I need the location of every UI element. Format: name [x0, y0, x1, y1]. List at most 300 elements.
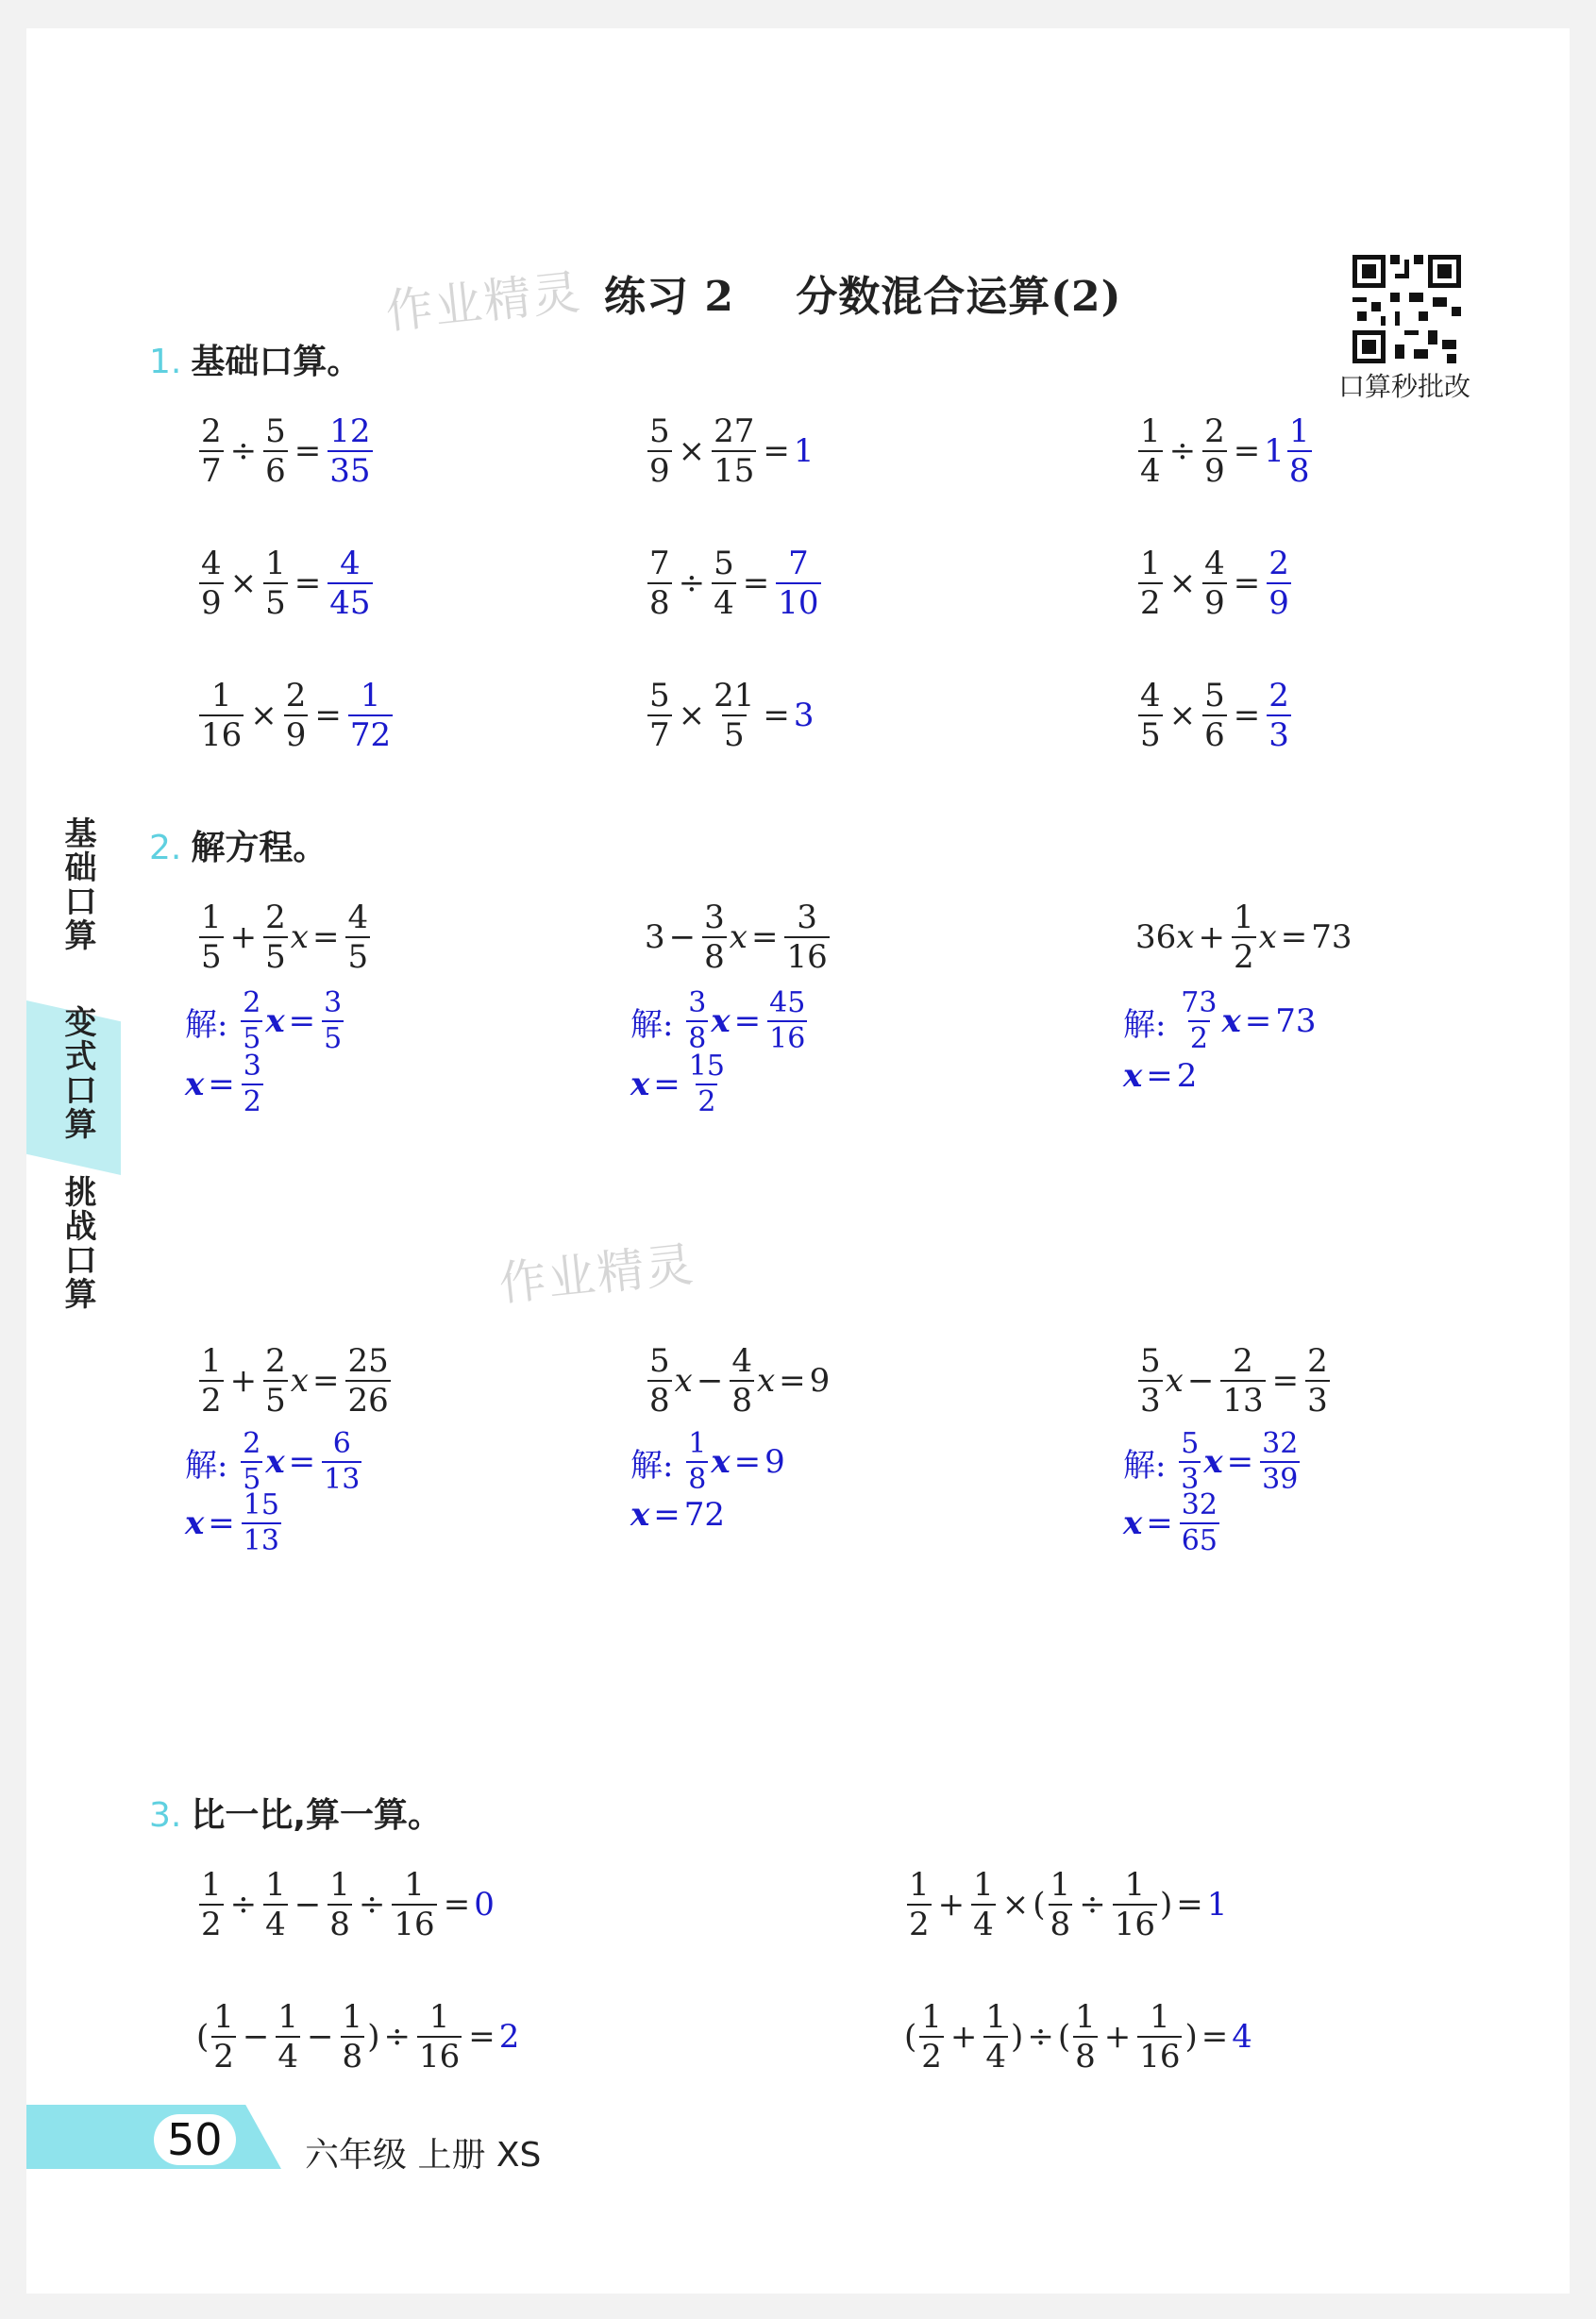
- denominator: 4: [277, 2038, 299, 2075]
- variable: x: [185, 1066, 205, 1103]
- solve-label: 解:: [1123, 1446, 1167, 1485]
- section-2-heading: [149, 821, 327, 869]
- qr-code-icon[interactable]: [1352, 255, 1461, 363]
- fraction: [687, 1052, 727, 1117]
- minus-sign: −: [242, 2018, 270, 2056]
- fraction: [1179, 986, 1218, 1055]
- equals-sign: =: [468, 2018, 496, 2056]
- numerator: 15: [688, 1050, 725, 1083]
- constant: 3: [645, 918, 665, 956]
- numerator: 4: [347, 899, 369, 936]
- value: 73: [1275, 1002, 1317, 1040]
- answer: 4: [1232, 2018, 1252, 2056]
- fraction: [971, 1866, 996, 1943]
- denominator: 2: [921, 2038, 942, 2075]
- variable: x: [756, 1362, 776, 1400]
- numerator: 1: [201, 1866, 222, 1904]
- denominator: 8: [329, 1906, 350, 1943]
- divide-sign: ÷: [1079, 1886, 1106, 1924]
- numerator: 5: [649, 677, 670, 714]
- section-label: 比一比,算一算。: [191, 1796, 443, 1835]
- denominator: 65: [1181, 1524, 1218, 1557]
- fraction: [345, 899, 370, 976]
- fraction: [1202, 545, 1227, 622]
- denominator: 2: [201, 1382, 222, 1420]
- fraction: [341, 1998, 365, 2075]
- denominator: 8: [688, 1022, 707, 1055]
- numerator: 5: [1204, 677, 1225, 714]
- minus-sign: −: [696, 1362, 724, 1400]
- equals-sign: =: [314, 697, 342, 734]
- numerator: 1: [909, 1866, 930, 1904]
- fraction: [983, 1998, 1008, 2075]
- denominator: 7: [649, 716, 670, 754]
- equals-sign: =: [779, 1362, 806, 1400]
- equals-sign: =: [1271, 1362, 1300, 1400]
- answer-fraction: [776, 545, 820, 622]
- denominator: 8: [649, 584, 670, 622]
- denominator: 16: [769, 1022, 806, 1055]
- fraction: [686, 1427, 708, 1496]
- variable: x: [1123, 1504, 1143, 1542]
- equation-5: [645, 1342, 831, 1420]
- coefficient: 36: [1135, 918, 1177, 956]
- equals-sign: =: [1226, 1443, 1254, 1481]
- section-number: 2.: [149, 829, 182, 867]
- numerator: 2: [1233, 1342, 1253, 1380]
- plus-sign: +: [229, 918, 258, 956]
- solution-6-result: [1123, 1488, 1222, 1557]
- solution-5-step-1: [630, 1427, 785, 1496]
- fraction: [242, 1488, 281, 1557]
- minus-sign: −: [294, 1886, 322, 1924]
- numerator: 2: [1307, 1342, 1328, 1380]
- equals-sign: =: [653, 1496, 680, 1534]
- answer-fraction: [328, 412, 372, 490]
- denominator: 8: [1075, 2038, 1096, 2075]
- fraction: [907, 1866, 932, 1943]
- value: 2: [1176, 1057, 1198, 1095]
- solution-2-step-1: [630, 986, 810, 1055]
- equals-sign: =: [1233, 432, 1261, 470]
- qr-caption: 口算秒批改: [1338, 371, 1471, 402]
- equals-sign: =: [288, 1443, 316, 1481]
- sidebar-item-variant[interactable]: 变式口算: [59, 1005, 96, 1141]
- numerator: 2: [1268, 677, 1289, 714]
- fraction: [1113, 1866, 1157, 1943]
- fraction: [1138, 412, 1163, 490]
- fraction: [199, 899, 224, 976]
- variable: x: [1123, 1057, 1143, 1095]
- open-paren: (: [196, 2018, 210, 2056]
- denominator: 5: [324, 1022, 343, 1055]
- equals-sign: =: [1244, 1002, 1272, 1040]
- numerator: 3: [324, 986, 343, 1019]
- fraction: [1138, 1342, 1163, 1420]
- fraction: [276, 1998, 300, 2075]
- equals-sign: =: [1146, 1057, 1173, 1095]
- problem-1-3: [1135, 412, 1315, 490]
- denominator: 13: [1222, 1382, 1264, 1420]
- denominator: 13: [324, 1463, 361, 1496]
- close-paren: ): [367, 2018, 380, 2056]
- numerator: 2: [1268, 545, 1289, 582]
- close-paren: ): [1011, 2018, 1024, 2056]
- equals-sign: =: [443, 1886, 471, 1924]
- denominator: 3: [1268, 716, 1289, 754]
- numerator: 21: [714, 677, 755, 714]
- answer: 1: [1206, 1886, 1228, 1924]
- numerator: 45: [769, 986, 806, 1019]
- denominator: 3: [1307, 1382, 1328, 1420]
- numerator: 2: [1204, 412, 1225, 450]
- solution-6-step-1: [1123, 1427, 1302, 1496]
- variable: x: [674, 1362, 693, 1400]
- numerator: 5: [714, 545, 734, 582]
- numerator: 73: [1181, 986, 1218, 1019]
- numerator: 7: [649, 545, 670, 582]
- numerator: 1: [265, 1866, 286, 1904]
- equals-sign: =: [653, 1066, 680, 1103]
- equals-sign: =: [1233, 564, 1261, 602]
- equals-sign: =: [208, 1066, 235, 1103]
- numerator: 7: [788, 545, 809, 582]
- equation-6: [1135, 1342, 1333, 1420]
- denominator: 2: [1233, 938, 1254, 976]
- equals-sign: =: [733, 1443, 762, 1481]
- fraction: [919, 1998, 944, 2075]
- denominator: 39: [1262, 1463, 1299, 1496]
- denominator: 5: [243, 1022, 261, 1055]
- denominator: 2: [1189, 1022, 1208, 1055]
- close-paren: ): [1184, 2018, 1198, 2056]
- variable: x: [711, 1443, 731, 1481]
- equals-sign: =: [208, 1504, 235, 1542]
- answer-whole: 1: [1264, 432, 1285, 470]
- fraction: [730, 1342, 754, 1420]
- solution-1-step-1: [185, 986, 346, 1055]
- denominator: 5: [265, 584, 286, 622]
- numerator: 1: [921, 1998, 942, 2036]
- solution-1-result: [185, 1052, 266, 1117]
- section-number: 1.: [149, 343, 182, 381]
- sidebar-item-challenge[interactable]: 挑战口算: [59, 1175, 96, 1311]
- fraction: [1180, 1488, 1219, 1557]
- numerator: 2: [265, 1342, 286, 1380]
- constant: 73: [1311, 918, 1352, 956]
- numerator: 2: [265, 899, 286, 936]
- equals-sign: =: [1280, 918, 1308, 956]
- problem-1-2: [645, 412, 815, 490]
- plus-sign: +: [1103, 2018, 1132, 2056]
- numerator: 4: [1140, 677, 1161, 714]
- denominator: 72: [349, 716, 392, 754]
- solution-5-result: [630, 1496, 725, 1534]
- fraction: [241, 986, 262, 1055]
- denominator: 5: [265, 938, 286, 976]
- denominator: 8: [688, 1463, 707, 1496]
- numerator: 1: [985, 1998, 1007, 2036]
- fraction: [263, 899, 288, 976]
- variable: x: [1165, 1362, 1184, 1400]
- equals-sign: =: [294, 432, 322, 470]
- numerator: 5: [649, 412, 670, 450]
- fraction: [211, 1998, 236, 2075]
- equals-sign: =: [763, 697, 790, 734]
- fraction: [1305, 1342, 1330, 1420]
- open-paren: (: [904, 2018, 917, 2056]
- numerator: 4: [731, 1342, 752, 1380]
- solve-label: 解:: [185, 1446, 228, 1485]
- section-label: 解方程。: [191, 829, 328, 867]
- equals-sign: =: [1176, 1886, 1203, 1924]
- variable: x: [630, 1066, 650, 1103]
- fraction: [686, 986, 708, 1055]
- solve-label: 解:: [630, 1446, 674, 1485]
- answer: 1: [793, 432, 815, 470]
- denominator: 6: [1204, 716, 1225, 754]
- problem-1-6: [1135, 545, 1294, 622]
- open-paren: (: [1033, 1886, 1046, 1924]
- times-sign: ×: [678, 432, 706, 470]
- fraction: [199, 677, 244, 754]
- numerator: 1: [201, 899, 222, 936]
- plus-sign: +: [1198, 918, 1225, 956]
- divide-sign: ÷: [1168, 432, 1197, 470]
- variable: x: [1203, 1443, 1223, 1481]
- constant: 9: [809, 1362, 831, 1400]
- equals-sign: =: [288, 1002, 316, 1040]
- watermark-middle: 作业精灵: [496, 1236, 697, 1312]
- answer-fraction: [1267, 677, 1291, 754]
- fraction: [242, 1052, 263, 1117]
- problem-1-1: [196, 412, 376, 490]
- page-number: 50: [154, 2114, 236, 2165]
- fraction: [345, 1342, 390, 1420]
- problem-1-4: [196, 545, 376, 622]
- solution-3-result: [1123, 1057, 1197, 1095]
- denominator: 35: [329, 452, 371, 490]
- denominator: 9: [1204, 452, 1225, 490]
- numerator: 32: [1181, 1488, 1218, 1521]
- equation-3: [1135, 899, 1352, 976]
- numerator: 1: [1140, 412, 1161, 450]
- numerator: 1: [1075, 1998, 1096, 2036]
- problem-1-9: [1135, 677, 1294, 754]
- denominator: 2: [201, 1906, 222, 1943]
- problem-1-7: [196, 677, 395, 754]
- numerator: 1: [213, 1998, 234, 2036]
- fraction: [1138, 545, 1163, 622]
- section-label: 基础口算。: [191, 343, 361, 381]
- numerator: 1: [210, 677, 232, 714]
- denominator: 8: [342, 2038, 363, 2075]
- variable: x: [1258, 918, 1277, 956]
- numerator: 15: [243, 1488, 279, 1521]
- equals-sign: =: [311, 918, 340, 956]
- fraction: [1260, 1427, 1300, 1496]
- fraction: [712, 677, 756, 754]
- divide-sign: ÷: [358, 1886, 386, 1924]
- numerator: 12: [329, 412, 371, 450]
- numerator: 5: [1140, 1342, 1161, 1380]
- fraction: [199, 545, 224, 622]
- plus-sign: +: [949, 2018, 978, 2056]
- answer: 2: [498, 2018, 520, 2056]
- fraction: [1179, 1427, 1201, 1496]
- numerator: 5: [1181, 1427, 1200, 1460]
- fraction: [284, 677, 309, 754]
- numerator: 2: [201, 412, 222, 450]
- variable: x: [265, 1002, 285, 1040]
- numerator: 1: [342, 1998, 363, 2036]
- open-paren: (: [1057, 2018, 1071, 2056]
- value: 72: [683, 1496, 726, 1534]
- watermark-top: 作业精灵: [382, 264, 584, 340]
- equals-sign: =: [311, 1362, 340, 1400]
- variable: x: [1221, 1002, 1241, 1040]
- compare-problem-3: [196, 1998, 520, 2075]
- denominator: 16: [201, 716, 243, 754]
- equals-sign: =: [1146, 1504, 1173, 1542]
- denominator: 5: [1140, 716, 1161, 754]
- fraction: [784, 899, 829, 976]
- times-sign: ×: [678, 697, 706, 734]
- denominator: 3: [1181, 1463, 1200, 1496]
- numerator: 1: [1150, 1998, 1170, 2036]
- page-title: 练习 2 分数混合运算(2): [604, 273, 1122, 321]
- numerator: 1: [265, 545, 286, 582]
- numerator: 27: [714, 412, 755, 450]
- denominator: 8: [1288, 452, 1310, 490]
- denominator: 15: [714, 452, 755, 490]
- numerator: 5: [265, 412, 286, 450]
- section-3-heading: [149, 1789, 442, 1837]
- fraction: [647, 545, 672, 622]
- section-1-heading: [149, 335, 361, 383]
- numerator: 1: [360, 677, 381, 714]
- solution-2-result: [630, 1052, 730, 1117]
- numerator: 3: [688, 986, 707, 1019]
- equals-sign: =: [750, 918, 779, 956]
- equals-sign: =: [742, 564, 770, 602]
- fraction: [263, 1342, 288, 1420]
- fraction: [199, 1866, 224, 1943]
- answer-fraction: [348, 677, 393, 754]
- denominator: 5: [201, 938, 222, 976]
- times-sign: ×: [229, 564, 258, 602]
- denominator: 16: [1114, 1906, 1155, 1943]
- minus-sign: −: [668, 918, 697, 956]
- fraction: [199, 412, 224, 490]
- denominator: 8: [704, 938, 725, 976]
- denominator: 7: [201, 452, 222, 490]
- variable: x: [185, 1504, 205, 1542]
- numerator: 1: [428, 1998, 450, 2036]
- plus-sign: +: [229, 1362, 258, 1400]
- answer: 3: [793, 697, 815, 734]
- denominator: 4: [973, 1906, 994, 1943]
- denominator: 45: [329, 584, 371, 622]
- sidebar-item-basic[interactable]: 基础口算: [59, 816, 96, 952]
- denominator: 4: [265, 1906, 286, 1943]
- denominator: 16: [786, 938, 828, 976]
- problem-1-8: [645, 677, 815, 754]
- numerator: 1: [1124, 1866, 1146, 1904]
- fraction: [1232, 899, 1256, 976]
- fraction: [199, 1342, 224, 1420]
- divide-sign: ÷: [678, 564, 706, 602]
- section-number: 3.: [149, 1796, 182, 1835]
- minus-sign: −: [1186, 1362, 1215, 1400]
- numerator: 1: [329, 1866, 350, 1904]
- numerator: 1: [973, 1866, 994, 1904]
- denominator: 5: [347, 938, 369, 976]
- numerator: 2: [285, 677, 307, 714]
- fraction: [1202, 412, 1227, 490]
- compare-problem-1: [196, 1866, 495, 1943]
- numerator: 1: [1140, 545, 1161, 582]
- problem-1-5: [645, 545, 824, 622]
- denominator: 9: [201, 584, 222, 622]
- denominator: 4: [714, 584, 734, 622]
- numerator: 6: [332, 1427, 351, 1460]
- denominator: 8: [1050, 1906, 1071, 1943]
- numerator: 1: [1050, 1866, 1071, 1904]
- numerator: 4: [1204, 545, 1225, 582]
- fraction: [1202, 677, 1227, 754]
- fraction: [322, 1427, 361, 1496]
- answer-fraction: [328, 545, 372, 622]
- fraction: [417, 1998, 462, 2075]
- denominator: 10: [778, 584, 819, 622]
- solution-4-result: [185, 1488, 284, 1557]
- denominator: 2: [213, 2038, 234, 2075]
- variable: x: [630, 1496, 650, 1534]
- divide-sign: ÷: [229, 1886, 258, 1924]
- numerator: 4: [201, 545, 222, 582]
- denominator: 16: [1139, 2038, 1181, 2075]
- fraction: [328, 1866, 352, 1943]
- fraction: [767, 986, 807, 1055]
- numerator: 2: [243, 986, 261, 1019]
- equals-sign: =: [733, 1002, 762, 1040]
- numerator: 25: [347, 1342, 389, 1380]
- denominator: 8: [731, 1382, 752, 1420]
- numerator: 1: [1288, 412, 1310, 450]
- answer-fraction: [1267, 545, 1291, 622]
- solve-label: 解:: [185, 1005, 228, 1044]
- denominator: 5: [723, 716, 745, 754]
- answer-fraction: [1287, 412, 1312, 490]
- denominator: 16: [418, 2038, 461, 2075]
- denominator: 5: [265, 1382, 286, 1420]
- denominator: 9: [1204, 584, 1225, 622]
- divide-sign: ÷: [1027, 2018, 1054, 2056]
- equals-sign: =: [1233, 697, 1261, 734]
- numerator: 4: [340, 545, 361, 582]
- fraction: [241, 1427, 262, 1496]
- answer: 0: [474, 1886, 495, 1924]
- variable: x: [1176, 918, 1195, 956]
- numerator: 3: [797, 899, 817, 936]
- numerator: 5: [649, 1342, 670, 1380]
- denominator: 8: [649, 1382, 670, 1420]
- times-sign: ×: [1168, 697, 1197, 734]
- divide-sign: ÷: [229, 432, 258, 470]
- solution-4-step-1: [185, 1427, 364, 1496]
- times-sign: ×: [1168, 564, 1197, 602]
